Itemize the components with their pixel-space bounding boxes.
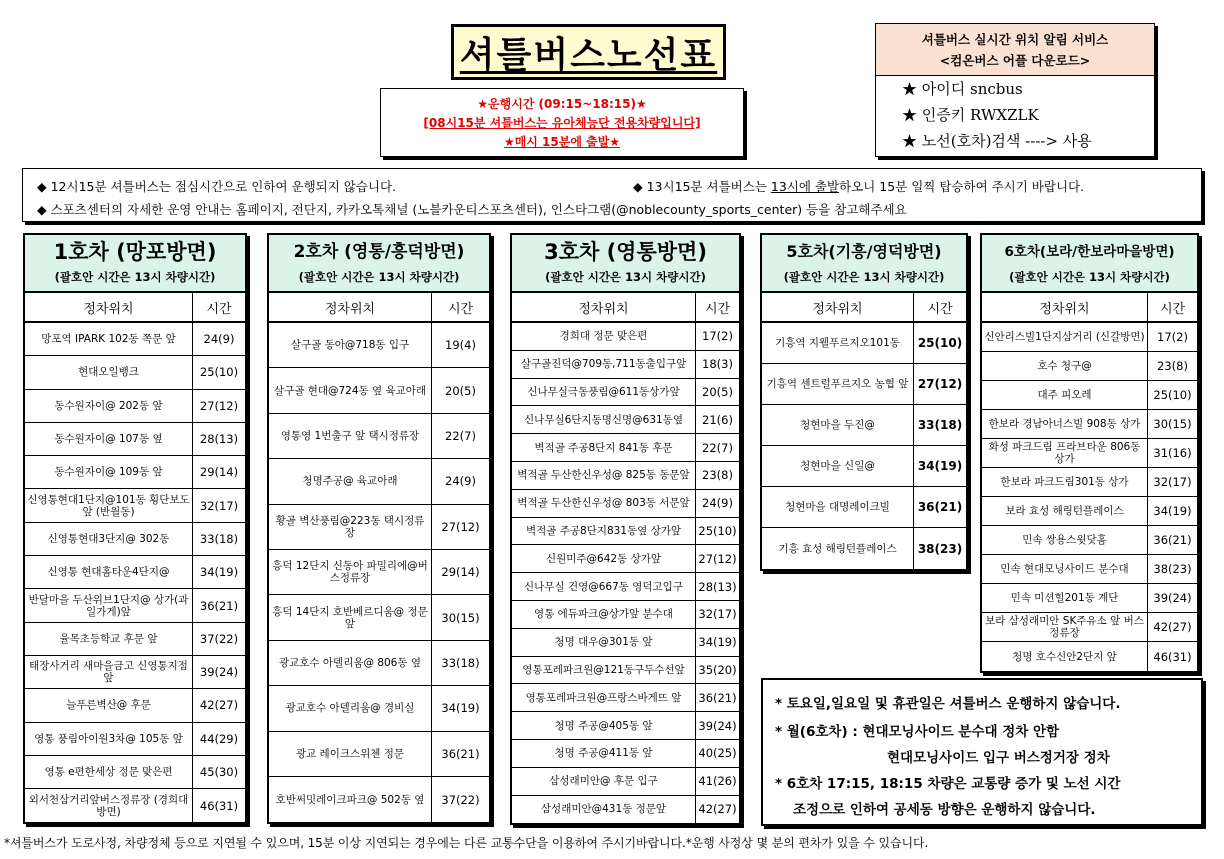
stop-name: 현대오일뱅크 <box>25 356 193 388</box>
table-row <box>512 629 739 657</box>
table-row <box>982 323 1197 352</box>
route-title: 3호차 (영통방면) <box>544 240 707 264</box>
table-row <box>762 528 966 569</box>
stop-name: 기흥역 지웰푸르지오101동 <box>762 323 914 363</box>
stop-name: 영통포레파크원@121동구두수선앞 <box>512 657 696 684</box>
stop-time: 23(8) <box>702 468 733 483</box>
route-subtitle: (괄호안 시간은 13시 차량시간) <box>1009 270 1170 284</box>
table-row <box>25 423 245 456</box>
table-row <box>512 462 739 490</box>
stop-time: 39(24) <box>1153 591 1192 605</box>
table-row <box>982 410 1197 439</box>
stop-name: 한보라 경남아너스빌 908동 상가 <box>982 410 1148 438</box>
stop-name: 광교호수 아델리움@ 경비실 <box>269 686 432 730</box>
stop-name: 영통 풍림아이원3차@ 105동 앞 <box>25 723 193 755</box>
stop-name: 청명 주공@405동 앞 <box>512 712 696 739</box>
stop-name: 벽적골 두산한신우성@ 803동 서문앞 <box>512 490 696 517</box>
route-subtitle: (괄호안 시간은 13시 차량시간) <box>783 270 945 284</box>
stop-time: 37(22) <box>441 792 480 807</box>
alert-item-key: ★ 인증키 RWXZLK <box>902 106 1039 124</box>
stop-time: 30(15) <box>1153 417 1192 431</box>
notice-13h-pre: ◆ 13시15분 셔틀버스는 <box>633 179 771 194</box>
stop-name: 민속 쌍용스윗닷홈 <box>982 526 1148 554</box>
stop-time: 28(13) <box>698 579 737 594</box>
stop-time: 22(7) <box>702 440 733 455</box>
stop-time: 34(19) <box>199 565 239 580</box>
stop-time: 40(25) <box>698 746 737 761</box>
stop-name: 살구골 현대@724동 옆 육교아래 <box>269 368 432 412</box>
stop-name: 살구골진덕@709동,711동출입구앞 <box>512 351 696 378</box>
stop-time: 34(19) <box>917 459 963 473</box>
notice-13h <box>633 177 1084 195</box>
alert-subheading: <컴온버스 어플 다운로드> <box>939 53 1091 68</box>
route-title: 6호차(보라/한보라마을방면) <box>1004 244 1175 260</box>
stop-name: 신나무실극동풍림@611동상가앞 <box>512 379 696 406</box>
table-row <box>25 723 245 756</box>
table-row <box>982 352 1197 381</box>
stop-name: 청명주공@ 육교아래 <box>269 459 432 503</box>
stop-name: 경희대 정문 맞은편 <box>512 323 696 350</box>
stop-name: 청명 주공@411동 앞 <box>512 740 696 767</box>
column-time: 시간 <box>927 301 953 317</box>
stop-name: 호수 청구@ <box>982 352 1148 380</box>
stop-time: 42(27) <box>199 698 239 713</box>
table-row <box>512 545 739 573</box>
stop-name: 신영통 현대홈타운4단지@ <box>25 556 193 588</box>
stop-time: 28(13) <box>199 432 239 447</box>
table-row <box>982 584 1197 613</box>
alert-header <box>876 24 1154 76</box>
footer-note: *셔틀버스가 도로사정, 차량정체 등으로 지연될 수 있으며, 15분 이상 지연되는 경우에는 다른 교통수단을 이용하여 주시기바랍니다.*운행 사정상 몇 분의 편차가 있을 수 있습니다. <box>4 836 929 850</box>
stop-name: 호반써밋레이크파크@ 502동 옆 <box>269 777 432 822</box>
stop-time: 29(14) <box>199 465 239 480</box>
stop-time: 27(12) <box>917 377 963 391</box>
column-header <box>25 293 245 323</box>
route-title: 5호차(기흥/영덕방면) <box>786 242 942 261</box>
column-header <box>982 293 1197 323</box>
table-row <box>25 323 245 356</box>
stop-time: 20(5) <box>445 383 476 398</box>
stop-time: 45(30) <box>199 765 239 779</box>
stop-name: 외서천삼거리앞버스정류장 (경희대방면) <box>25 789 193 822</box>
table-row <box>982 381 1197 410</box>
stop-time: 41(26) <box>698 774 737 789</box>
stop-name: 벽적골 주공8단지831동옆 상가앞 <box>512 518 696 545</box>
stop-time: 38(23) <box>1153 562 1192 576</box>
stop-name: 동수원자이@ 109동 앞 <box>25 456 193 488</box>
table-row <box>982 526 1197 555</box>
stop-time: 36(21) <box>199 598 239 613</box>
column-header <box>762 293 966 323</box>
stop-time: 32(17) <box>1153 475 1192 489</box>
stop-time: 24(9) <box>203 332 235 347</box>
stop-time: 19(4) <box>445 338 476 353</box>
table-row <box>512 657 739 685</box>
table-row <box>512 379 739 407</box>
stop-time: 39(24) <box>199 665 239 680</box>
realtime-alert-box <box>875 23 1155 157</box>
stop-time: 33(18) <box>199 531 239 546</box>
table-row <box>25 589 245 622</box>
stop-name: 늘푸른벽산@ 후문 <box>25 689 193 721</box>
table-row <box>269 414 489 459</box>
stop-time: 31(16) <box>1153 446 1192 460</box>
stop-time: 39(24) <box>698 718 737 733</box>
stop-time: 34(19) <box>441 701 480 716</box>
table-row <box>25 356 245 389</box>
stop-name: 기흥 효성 해링턴플레이스 <box>762 528 914 569</box>
table-row <box>512 768 739 796</box>
stop-time: 37(22) <box>199 631 239 646</box>
operation-info-box <box>761 678 1203 826</box>
table-row <box>269 459 489 504</box>
route-table-5 <box>760 233 968 571</box>
stop-name: 황골 벽산풍림@223동 택시정류장 <box>269 505 432 549</box>
stop-name: 신나무실 건영@667동 영덕고입구 <box>512 573 696 600</box>
route-header <box>25 235 245 293</box>
stop-time: 32(17) <box>698 607 737 622</box>
stop-time: 38(23) <box>917 541 963 556</box>
route-title: 2호차 (영통/흥덕방면) <box>293 242 465 262</box>
operating-hours-box <box>380 88 744 157</box>
table-row <box>982 468 1197 497</box>
info-line-2: * 월(6호차) : 현대모닝사이드 분수대 정차 안함 <box>775 724 1060 740</box>
stop-time: 36(21) <box>441 746 480 761</box>
stop-time: 27(12) <box>698 551 737 566</box>
column-time: 시간 <box>447 301 474 317</box>
route-subtitle: (괄호안 시간은 13시 차량시간) <box>298 270 460 284</box>
stop-name: 벽적골 두산한신우성@ 825동 동문앞 <box>512 462 696 489</box>
page-title: 셔틀버스노선표 <box>459 34 718 76</box>
info-line-3: 현대모닝사이드 입구 버스정거장 정차 <box>887 750 1110 766</box>
stop-time: 36(21) <box>917 500 963 514</box>
table-row <box>25 656 245 689</box>
stop-name: 신나무실6단지동명신명@631동옆 <box>512 406 696 433</box>
stop-name: 광교호수 아델리움@ 806동 옆 <box>269 641 432 685</box>
alert-item-id: ★ 아이디 sncbus <box>902 80 1023 98</box>
stop-name: 영통포레파크원@프랑스바게뜨 앞 <box>512 684 696 711</box>
column-stop: 정차위치 <box>762 293 914 321</box>
table-row <box>25 623 245 656</box>
column-header <box>512 293 739 323</box>
table-row <box>25 489 245 522</box>
table-row <box>512 712 739 740</box>
column-time: 시간 <box>1159 301 1186 317</box>
column-time: 시간 <box>704 301 731 317</box>
stop-name: 흥덕 14단지 호반베르디움@ 정문 앞 <box>269 595 432 639</box>
notice-13h-underlined: 13시에 출발 <box>770 179 840 194</box>
stop-name: 살구골 동아@718동 입구 <box>269 323 432 367</box>
stop-time: 27(12) <box>199 398 239 413</box>
stop-time: 34(19) <box>698 635 737 650</box>
table-row <box>269 777 489 822</box>
stop-time: 18(3) <box>702 357 733 372</box>
route-header <box>762 235 966 293</box>
stop-name: 광교 레이크스위첸 정문 <box>269 732 432 776</box>
table-row <box>269 505 489 550</box>
stop-name: 동수원자이@ 202동 앞 <box>25 390 193 422</box>
stop-name: 반달마을 두산위브1단지@ 상가(과일가게)앞 <box>25 589 193 621</box>
stop-time: 42(27) <box>1153 620 1192 634</box>
stop-time: 36(21) <box>698 690 737 705</box>
table-row <box>512 406 739 434</box>
stop-time: 29(14) <box>441 565 480 580</box>
stop-name: 민속 현대모닝사이드 분수대 <box>982 555 1148 583</box>
stop-time: 32(17) <box>199 498 239 513</box>
table-row <box>269 368 489 413</box>
stop-time: 17(2) <box>702 329 733 344</box>
stop-time: 25(10) <box>1153 388 1192 402</box>
stop-name: 영통영 1번출구 앞 택시정류장 <box>269 414 432 458</box>
column-stop: 정차위치 <box>512 293 696 321</box>
column-stop: 정차위치 <box>269 293 432 321</box>
stop-name: 청현마을 신일@ <box>762 446 914 486</box>
stop-name: 보라 효성 해링턴플레이스 <box>982 497 1148 525</box>
notice-13h-post: 하오니 15분 일찍 탑승하여 주시기 바랍니다. <box>839 179 1085 194</box>
stop-name: 청명 대우@301동 앞 <box>512 629 696 656</box>
route-header <box>982 235 1197 293</box>
route-header <box>269 235 489 293</box>
stop-time: 36(21) <box>1153 533 1192 547</box>
table-row <box>762 323 966 364</box>
stop-time: 24(9) <box>702 496 733 511</box>
stop-name: 동수원자이@ 107동 옆 <box>25 423 193 455</box>
table-row <box>25 390 245 423</box>
table-row <box>512 351 739 379</box>
column-stop: 정차위치 <box>982 293 1148 321</box>
stop-name: 한보라 파크드림301동 상가 <box>982 468 1148 496</box>
stop-name: 삼성래미안@431동 정문앞 <box>512 796 696 824</box>
table-row <box>512 434 739 462</box>
table-row <box>269 732 489 777</box>
stop-time: 22(7) <box>445 428 476 443</box>
table-row <box>762 405 966 446</box>
route-table-6 <box>980 233 1199 673</box>
stop-name: 민속 미션힐201동 계단 <box>982 584 1148 612</box>
route-subtitle: (괄호안 시간은 13시 차량시간) <box>54 270 216 284</box>
stop-name: 신영통현대3단지@ 302동 <box>25 523 193 555</box>
table-row <box>512 796 739 824</box>
stop-time: 33(18) <box>441 655 480 670</box>
table-row <box>512 601 739 629</box>
table-row <box>25 556 245 589</box>
stop-name: 기흥역 센트럴푸르지오 농협 앞 <box>762 364 914 404</box>
table-row <box>512 740 739 768</box>
stop-name: 흥덕 12단지 신동아 파밀리에@버스정류장 <box>269 550 432 594</box>
alert-heading: 셔틀버스 실시간 위치 알림 서비스 <box>921 32 1109 47</box>
stop-time: 24(9) <box>445 474 476 489</box>
table-row <box>512 518 739 546</box>
stop-time: 20(5) <box>702 384 733 399</box>
stop-time: 33(18) <box>917 418 963 432</box>
stop-name: 청명 호수신안2단지 앞 <box>982 642 1148 671</box>
stop-name: 영통 e편한세상 정문 맞은편 <box>25 756 193 788</box>
info-line-5: 조정으로 인하여 공세동 방향은 운행하지 않습니다. <box>793 802 1096 818</box>
stop-name: 청현마을 대명레이크빌 <box>762 487 914 527</box>
stop-name: 대주 피오레 <box>982 381 1148 409</box>
table-row <box>982 439 1197 468</box>
stop-time: 21(6) <box>702 412 733 427</box>
notice-box <box>22 168 1202 222</box>
table-row <box>982 497 1197 526</box>
route-title: 1호차 (망포방면) <box>53 240 217 264</box>
table-row <box>762 446 966 487</box>
stop-name: 삼성래미안@ 후문 입구 <box>512 768 696 795</box>
stop-time: 30(15) <box>441 610 480 625</box>
stop-time: 44(29) <box>199 731 239 746</box>
alert-item-search: ★ 노선(호차)검색 ----> 사용 <box>902 132 1092 150</box>
table-row <box>25 789 245 822</box>
table-row <box>982 642 1197 671</box>
table-row <box>512 684 739 712</box>
stop-name: 벽적골 주공8단지 841동 후문 <box>512 434 696 461</box>
column-header <box>269 293 489 323</box>
info-line-1: * 토요일,일요일 및 휴관일은 셔틀버스 운행하지 않습니다. <box>775 696 1121 712</box>
hours-line-1: ★운행시간 (09:15~18:15)★ <box>477 97 647 111</box>
stop-name: 신원미주@642동 상가앞 <box>512 545 696 572</box>
stop-time: 35(20) <box>698 662 737 677</box>
stop-time: 27(12) <box>441 519 480 534</box>
stop-name: 망포역 IPARK 102동 쪽문 앞 <box>25 323 193 355</box>
stop-name: 신영통현대1단지@101동 횡단보도 앞 (반월동) <box>25 489 193 521</box>
stop-name: 태장사거리 새마을금고 신영통지점 앞 <box>25 656 193 688</box>
table-row <box>269 686 489 731</box>
stop-name: 화성 파크드림 프라브타운 806동 상가 <box>982 439 1148 467</box>
table-row <box>25 689 245 722</box>
notice-lunch: ◆ 12시15분 셔틀버스는 점심시간으로 인하여 운행되지 않습니다. <box>37 179 397 194</box>
table-row <box>512 490 739 518</box>
stop-name: 청현마을 두진@ <box>762 405 914 445</box>
route-subtitle: (괄호안 시간은 13시 차량시간) <box>545 270 706 284</box>
route-table-3 <box>510 233 741 825</box>
column-time: 시간 <box>206 301 232 317</box>
stop-name: 보라 삼성래미안 SK주유소 앞 버스정류장 <box>982 613 1148 641</box>
info-line-4: * 6호차 17:15, 18:15 차량은 교통량 증가 및 노선 시간 <box>775 776 1121 792</box>
stop-name: 영통 에듀파크@상가앞 분수대 <box>512 601 696 628</box>
table-row <box>25 756 245 789</box>
table-row <box>269 595 489 640</box>
table-row <box>512 323 739 351</box>
table-row <box>762 364 966 405</box>
table-row <box>269 323 489 368</box>
table-row <box>762 487 966 528</box>
stop-time: 46(31) <box>199 798 239 813</box>
table-row <box>25 456 245 489</box>
table-row <box>512 573 739 601</box>
stop-name: 신안리스빌1단지삼거리 (신갈방면) <box>982 323 1148 351</box>
notice-sports-center: ◆ 스포츠센터의 자세한 운영 안내는 홈페이지, 전단지, 카카오톡채널 (노블카운티스포츠센터), 인스타그램(@noblecounty_sports_center) 등을 참고해주세요 <box>37 202 907 217</box>
table-row <box>25 523 245 556</box>
column-stop: 정차위치 <box>25 293 193 321</box>
table-row <box>982 555 1197 584</box>
stop-time: 23(8) <box>1157 359 1188 373</box>
hours-line-2: [08시15분 셔틀버스는 유아체능단 전용차량입니다] <box>423 116 701 130</box>
table-row <box>269 641 489 686</box>
stop-time: 17(2) <box>1157 330 1188 344</box>
route-table-2 <box>267 233 491 824</box>
stop-time: 34(19) <box>1153 504 1192 518</box>
stop-time: 25(10) <box>199 365 239 380</box>
stop-time: 42(27) <box>698 802 737 817</box>
route-header <box>512 235 739 293</box>
route-table-1 <box>23 233 247 824</box>
table-row <box>982 613 1197 642</box>
stop-name: 율목초등학교 후문 앞 <box>25 623 193 655</box>
stop-time: 25(10) <box>698 523 737 538</box>
page-title-box <box>451 24 726 80</box>
stop-time: 25(10) <box>917 336 963 350</box>
stop-time: 46(31) <box>1153 649 1192 664</box>
hours-line-3: ★매시 15분에 출발★ <box>503 135 621 149</box>
table-row <box>269 550 489 595</box>
